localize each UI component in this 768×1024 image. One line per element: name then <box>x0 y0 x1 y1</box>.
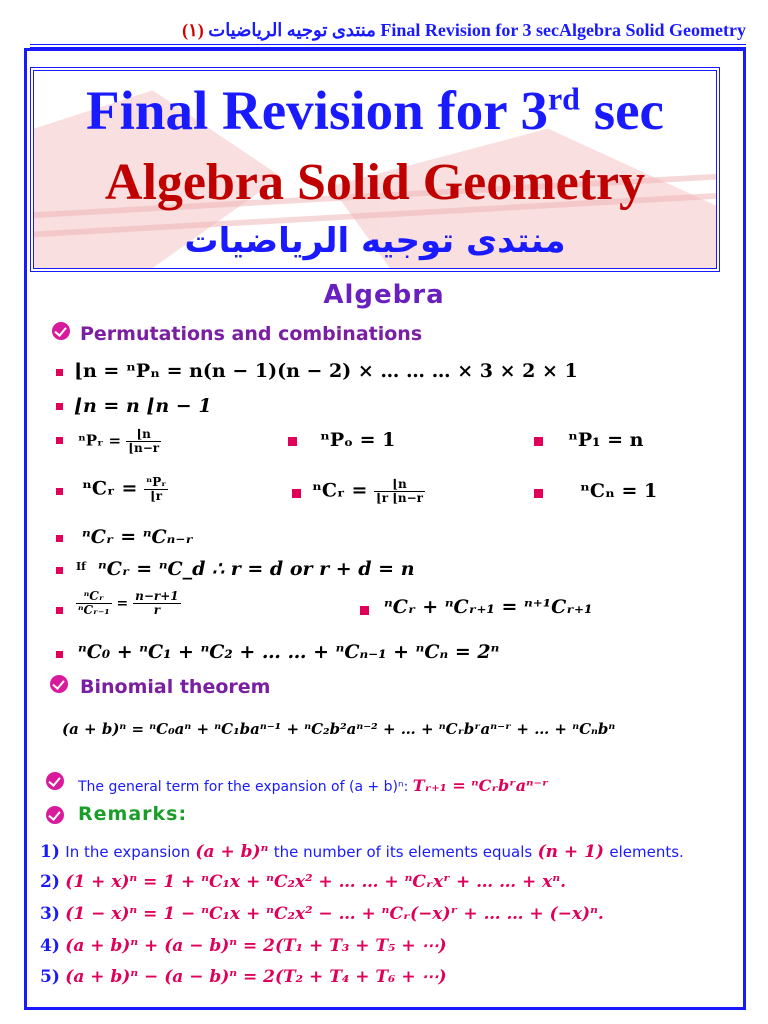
bullet-icon <box>56 488 63 495</box>
header-english: Final Revision for 3 secAlgebra Solid Geometry <box>380 20 746 40</box>
title-arabic: منتدى توجيه الرياضيات <box>184 221 566 261</box>
bullet-icon <box>292 489 301 498</box>
eq-sum-2n: ⁿC₀ + ⁿC₁ + ⁿC₂ + … … + ⁿCₙ₋₁ + ⁿCₙ = 2ⁿ <box>78 641 500 663</box>
check-icon <box>46 772 64 790</box>
eq-factorial: ⌊n = ⁿPₙ = n(n − 1)(n − 2) × … … … × 3 × 2 × 1 <box>74 360 578 382</box>
eq-np0: ⁿPₒ = 1 <box>320 429 396 451</box>
eq-ncr-perm: ⁿCᵣ = $\frac{\text{ⁿPᵣ}}{⌊r}$ <box>82 475 167 503</box>
eq-npr: ⁿPᵣ = $\frac{⌊n}{⌊n-r}$ <box>78 427 160 455</box>
bullet-icon <box>56 535 63 542</box>
title-box <box>30 67 720 272</box>
header-number: (١) <box>182 20 204 40</box>
eq-pascal: ⁿCᵣ + ⁿCᵣ₊₁ = ⁿ⁺¹Cᵣ₊₁ <box>384 596 593 618</box>
eq-factorial-recursive: ⌊n = n ⌊n − 1 <box>74 395 212 417</box>
bullet-icon <box>534 489 543 498</box>
bullet-icon <box>56 369 63 376</box>
remark-1: 1) In the expansion (a + b)ⁿ the number of its elements equals (n + 1) elements. <box>40 842 684 862</box>
heading-binomial: Binomial theorem <box>80 676 271 698</box>
page-header <box>30 20 746 44</box>
remark-5: 5) (a + b)ⁿ − (a − b)ⁿ = 2(T₂ + T₄ + T₆ + ⋯) <box>40 967 447 987</box>
bullet-icon <box>56 607 63 614</box>
bullet-icon <box>360 606 369 615</box>
general-term: The general term for the expansion of (a + b)ⁿ: Tᵣ₊₁ = ⁿCᵣbʳaⁿ⁻ʳ <box>78 776 549 795</box>
check-icon <box>46 806 64 824</box>
check-icon <box>50 675 68 693</box>
eq-np1: ⁿP₁ = n <box>568 429 644 451</box>
bullet-icon <box>288 437 297 446</box>
title-line-1: Final Revision for 3rd sec <box>86 80 664 141</box>
bullet-icon <box>56 403 63 410</box>
heading-permutations: Permutations and combinations <box>80 323 423 345</box>
bullet-icon <box>534 437 543 446</box>
heading-remarks: Remarks: <box>78 803 188 825</box>
eq-ncr-equal: ⁿCᵣ = ⁿC_d ∴ r = d or r + d = n <box>98 558 415 580</box>
eq-ratio: $\frac{\text{ⁿCᵣ}}{\text{ⁿCᵣ₋₁}}$ = $\frac{n-r+1}{r}$ <box>78 589 179 617</box>
bullet-icon <box>56 437 63 444</box>
bullet-icon <box>56 651 63 658</box>
remark-4: 4) (a + b)ⁿ + (a − b)ⁿ = 2(T₁ + T₃ + T₅ + ⋯) <box>40 936 447 956</box>
check-icon <box>52 322 70 340</box>
binomial-expansion: (a + b)ⁿ = ⁿC₀aⁿ + ⁿC₁baⁿ⁻¹ + ⁿC₂b²aⁿ⁻² + … + ⁿCᵣbʳaⁿ⁻ʳ + … + ⁿCₙbⁿ <box>62 720 616 738</box>
title-line-2: Algebra Solid Geometry <box>104 154 646 211</box>
eq-ncr-sym: ⁿCᵣ = ⁿCₙ₋ᵣ <box>82 526 194 548</box>
section-title: Algebra <box>323 280 445 310</box>
eq-ncn: ⁿCₙ = 1 <box>580 480 658 502</box>
eq-if-label: If <box>76 560 86 573</box>
bullet-icon <box>56 567 63 574</box>
header-arabic: منتدى توجيه الرياضيات <box>208 20 376 40</box>
remark-3: 3) (1 − x)ⁿ = 1 − ⁿC₁x + ⁿC₂x² − … + ⁿCᵣ(−x)ʳ + … … + (−x)ⁿ. <box>40 904 604 924</box>
remark-2: 2) (1 + x)ⁿ = 1 + ⁿC₁x + ⁿC₂x² + … … + ⁿCᵣxʳ + … … + xⁿ. <box>40 872 567 892</box>
eq-ncr-fact: ⁿCᵣ = $\frac{⌊n}{⌊r ⌊n-r}$ <box>312 477 423 505</box>
